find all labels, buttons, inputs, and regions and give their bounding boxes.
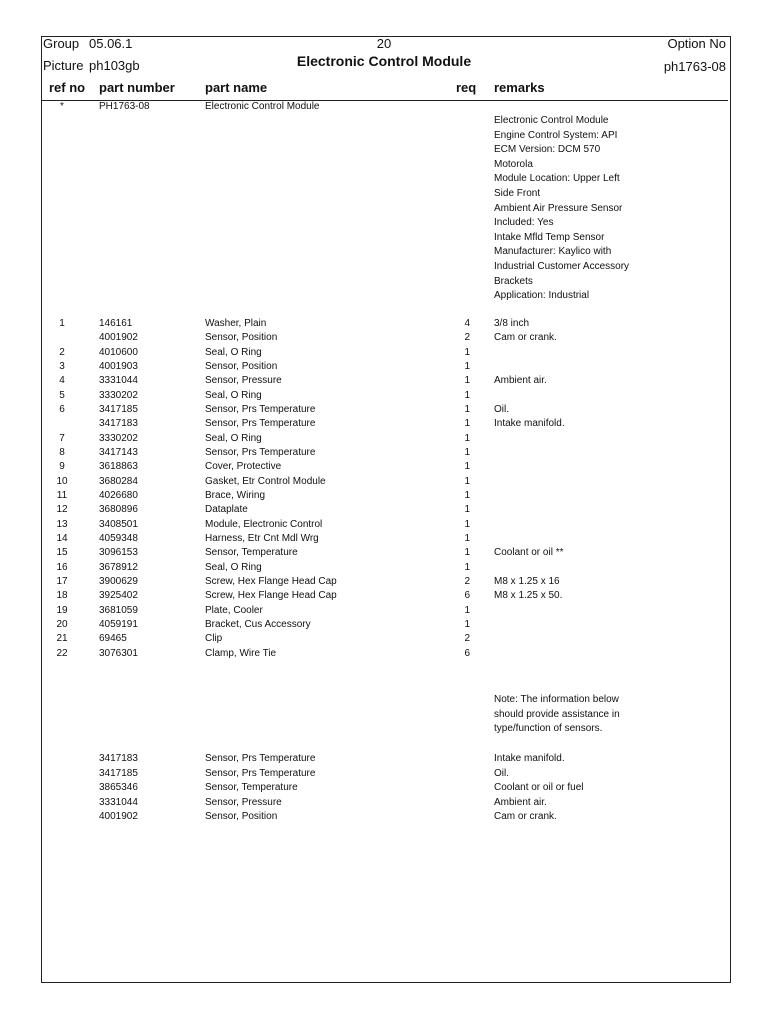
- part-name-cell: Washer, Plain: [205, 318, 267, 329]
- remarks-cell: Ambient air.: [494, 375, 547, 387]
- part-number-cell: 4001902: [99, 332, 138, 344]
- top-item-row: [0, 100, 768, 114]
- table-row: [0, 432, 768, 446]
- req-cell: 6: [464, 647, 470, 659]
- part-name-cell: Sensor, Prs Temperature: [205, 767, 316, 779]
- ref-cell: 18: [56, 590, 68, 602]
- ref-cell: 20: [56, 618, 68, 630]
- group-value: 05.06.1: [89, 36, 133, 51]
- ref-cell: 1: [59, 318, 65, 329]
- table-row: [0, 561, 768, 575]
- part-number-cell: 69465: [99, 633, 127, 645]
- part-number-cell: 3096153: [99, 547, 138, 559]
- picture-label: Picture: [43, 58, 84, 73]
- group-label: Group: [43, 36, 80, 51]
- ref-cell: 10: [56, 475, 68, 487]
- remarks-cell: Intake manifold.: [494, 418, 565, 430]
- part-number-cell: 146161: [99, 318, 133, 329]
- table-row: [0, 475, 768, 489]
- picture-value: ph103gb: [89, 58, 140, 73]
- remarks-line: Manufacturer: Kaylico with: [494, 246, 612, 258]
- req-cell: 1: [464, 561, 470, 573]
- table-row: [0, 532, 768, 546]
- part-name-cell: Sensor, Pressure: [205, 375, 282, 387]
- table-row: [0, 489, 768, 503]
- remarks-cell: Oil.: [494, 403, 509, 415]
- req-cell: 1: [464, 346, 470, 358]
- note-line: should provide assistance in: [494, 708, 620, 720]
- ref-cell: 3: [59, 360, 65, 372]
- remarks-line: ECM Version: DCM 570: [494, 144, 601, 156]
- col-remarks: remarks: [494, 80, 545, 95]
- table-row: [0, 518, 768, 532]
- req-cell: 1: [464, 418, 470, 430]
- table-row: [0, 632, 768, 646]
- part-number-cell: 4001903: [99, 360, 138, 372]
- part-name-cell: Sensor, Position: [205, 360, 278, 372]
- remarks-cell: M8 x 1.25 x 16: [494, 575, 560, 587]
- part-name-cell: Clamp, Wire Tie: [205, 647, 277, 659]
- part-name-cell: Harness, Etr Cnt Mdl Wrg: [205, 532, 319, 544]
- part-number-cell: 3330202: [99, 389, 138, 401]
- part-name-cell: Seal, O Ring: [205, 432, 262, 444]
- req-cell: 2: [464, 575, 470, 587]
- ref-cell: 6: [59, 403, 65, 415]
- req-cell: 4: [464, 318, 470, 329]
- ref-cell: 11: [56, 489, 68, 501]
- col-part-name: part name: [205, 80, 268, 95]
- part-name-cell: Sensor, Pressure: [205, 796, 282, 808]
- part-name-cell: Gasket, Etr Control Module: [205, 475, 326, 487]
- part-name-cell: Seal, O Ring: [205, 346, 262, 358]
- req-cell: 1: [464, 461, 470, 473]
- part-name-cell: Sensor, Prs Temperature: [205, 418, 316, 430]
- remarks-line: Industrial Customer Accessory: [494, 260, 630, 272]
- part-number-cell: 4001902: [99, 811, 138, 822]
- req-cell: 1: [464, 475, 470, 487]
- remarks-cell: M8 x 1.25 x 50.: [494, 590, 563, 602]
- table-row: [0, 604, 768, 618]
- remarks-cell: Cam or crank.: [494, 332, 557, 344]
- part-name-cell: Seal, O Ring: [205, 561, 262, 573]
- part-name-cell: Sensor, Prs Temperature: [205, 753, 316, 764]
- remarks-line: Side Front: [494, 187, 541, 199]
- ref-cell: 15: [56, 547, 68, 559]
- part-name-cell: Sensor, Temperature: [205, 547, 298, 559]
- part-name-cell: Electronic Control Module: [205, 101, 320, 112]
- part-name-cell: Brace, Wiring: [205, 489, 266, 501]
- part-number-cell: PH1763-08: [99, 101, 150, 112]
- part-name-cell: Screw, Hex Flange Head Cap: [205, 590, 337, 602]
- ref-cell: 9: [59, 461, 65, 473]
- part-number-cell: 3681059: [99, 604, 138, 616]
- remarks-line: Intake Mfld Temp Sensor: [494, 231, 605, 243]
- table-row: [0, 360, 768, 374]
- ref-cell: 17: [56, 575, 68, 587]
- table-row: [0, 546, 768, 560]
- table-row: [0, 331, 768, 345]
- req-cell: 1: [464, 547, 470, 559]
- part-name-cell: Sensor, Temperature: [205, 782, 298, 793]
- table-row: [0, 374, 768, 388]
- part-name-cell: Cover, Protective: [205, 461, 282, 473]
- part-number-cell: 4010600: [99, 346, 138, 358]
- req-cell: 1: [464, 446, 470, 458]
- remarks-cell: Oil.: [494, 767, 509, 779]
- remarks-line: Application: Industrial: [494, 290, 590, 302]
- ref-cell: 16: [56, 561, 68, 573]
- col-req: req: [456, 80, 477, 95]
- req-cell: 1: [464, 403, 470, 415]
- part-name-cell: Sensor, Prs Temperature: [205, 403, 316, 415]
- option-value: ph1763-08: [663, 59, 726, 74]
- table-row: [0, 389, 768, 403]
- col-ref-no: ref no: [49, 80, 86, 95]
- remarks-cell: 3/8 inch: [494, 318, 530, 329]
- part-number-cell: 3408501: [99, 518, 138, 530]
- part-name-cell: Sensor, Position: [205, 811, 278, 822]
- part-number-cell: 3417143: [99, 446, 138, 458]
- remarks-line: Electronic Control Module: [494, 115, 609, 126]
- remarks-cell: Ambient air.: [494, 796, 547, 808]
- part-number-cell: 3076301: [99, 647, 138, 659]
- table-row: [0, 647, 768, 661]
- note-line: type/function of sensors.: [494, 723, 603, 735]
- part-number-cell: 3417185: [99, 767, 138, 779]
- part-number-cell: 3417185: [99, 403, 138, 415]
- part-number-cell: 4059348: [99, 532, 138, 544]
- part-number-cell: 3678912: [99, 561, 138, 573]
- req-cell: 2: [464, 633, 470, 645]
- req-cell: 1: [464, 518, 470, 530]
- req-cell: 1: [464, 618, 470, 630]
- ref-cell: 22: [56, 647, 68, 659]
- table-row: [0, 417, 768, 431]
- page-title: Electronic Control Module: [296, 53, 472, 69]
- part-number-cell: 3331044: [99, 796, 138, 808]
- table-row: [0, 618, 768, 632]
- table-row: [0, 446, 768, 460]
- req-cell: 1: [464, 489, 470, 501]
- table-row: [0, 403, 768, 417]
- part-name-cell: Sensor, Prs Temperature: [205, 446, 316, 458]
- option-label: Option No: [667, 36, 726, 51]
- ref-cell: 5: [59, 389, 65, 401]
- remarks-cell: Cam or crank.: [494, 811, 557, 822]
- table-row: [0, 589, 768, 603]
- sensor-row: [0, 781, 768, 795]
- ref-cell: 7: [59, 432, 65, 444]
- col-part-number: part number: [99, 80, 175, 95]
- part-number-cell: 3680284: [99, 475, 138, 487]
- ref-cell: 21: [56, 633, 68, 645]
- part-number-cell: 3618863: [99, 461, 138, 473]
- req-cell: 1: [464, 532, 470, 544]
- ref-cell: 19: [56, 604, 68, 616]
- req-cell: 2: [464, 332, 470, 344]
- part-name-cell: Clip: [205, 633, 223, 645]
- table-row: [0, 346, 768, 360]
- part-name-cell: Module, Electronic Control: [205, 518, 323, 530]
- req-cell: 1: [464, 604, 470, 616]
- remarks-line: Module Location: Upper Left: [494, 173, 620, 185]
- ref-cell: 2: [59, 346, 65, 358]
- sensor-row: [0, 767, 768, 781]
- sensor-note: [494, 693, 620, 737]
- part-number-cell: 3925402: [99, 590, 138, 602]
- sensor-row: [0, 796, 768, 810]
- remarks-line: Motorola: [494, 158, 533, 170]
- part-name-cell: Dataplate: [205, 504, 248, 516]
- remarks-line: Brackets: [494, 275, 533, 287]
- remarks-line: Engine Control System: API: [494, 129, 618, 141]
- ref-cell: 14: [56, 532, 68, 544]
- part-number-cell: 3865346: [99, 782, 138, 793]
- part-number-cell: 3900629: [99, 575, 138, 587]
- part-number-cell: 4059191: [99, 618, 138, 630]
- ref-cell: 12: [56, 504, 68, 516]
- req-cell: 1: [464, 360, 470, 372]
- req-cell: 1: [464, 389, 470, 401]
- table-row: [0, 503, 768, 517]
- remarks-cell: Coolant or oil **: [494, 547, 564, 559]
- sensor-row: [0, 810, 768, 824]
- remarks-cell: Intake manifold.: [494, 753, 565, 764]
- part-name-cell: Plate, Cooler: [205, 604, 263, 616]
- part-name-cell: Sensor, Position: [205, 332, 278, 344]
- table-row: [0, 460, 768, 474]
- part-number-cell: 3330202: [99, 432, 138, 444]
- remarks-cell: Coolant or oil or fuel: [494, 782, 584, 793]
- ref-cell: 13: [56, 518, 68, 530]
- req-cell: 1: [464, 375, 470, 387]
- note-line: Note: The information below: [494, 694, 619, 705]
- sensor-row: [0, 752, 768, 766]
- req-cell: 6: [464, 590, 470, 602]
- ref-cell: 4: [59, 375, 65, 387]
- part-name-cell: Bracket, Cus Accessory: [205, 618, 311, 630]
- part-name-cell: Screw, Hex Flange Head Cap: [205, 575, 337, 587]
- part-number-cell: 4026680: [99, 489, 138, 501]
- part-number-cell: 3417183: [99, 418, 138, 430]
- table-row: [0, 575, 768, 589]
- ref-cell: *: [60, 101, 64, 112]
- part-number-cell: 3680896: [99, 504, 138, 516]
- part-number-cell: 3331044: [99, 375, 138, 387]
- req-cell: 1: [464, 432, 470, 444]
- req-cell: 1: [464, 504, 470, 516]
- top-item-remarks: [494, 114, 629, 304]
- page-number: 20: [376, 36, 392, 51]
- part-name-cell: Seal, O Ring: [205, 389, 262, 401]
- remarks-line: Included: Yes: [494, 217, 554, 229]
- remarks-line: Ambient Air Pressure Sensor: [494, 202, 623, 214]
- part-number-cell: 3417183: [99, 753, 138, 764]
- table-row: [0, 317, 768, 331]
- ref-cell: 8: [59, 446, 65, 458]
